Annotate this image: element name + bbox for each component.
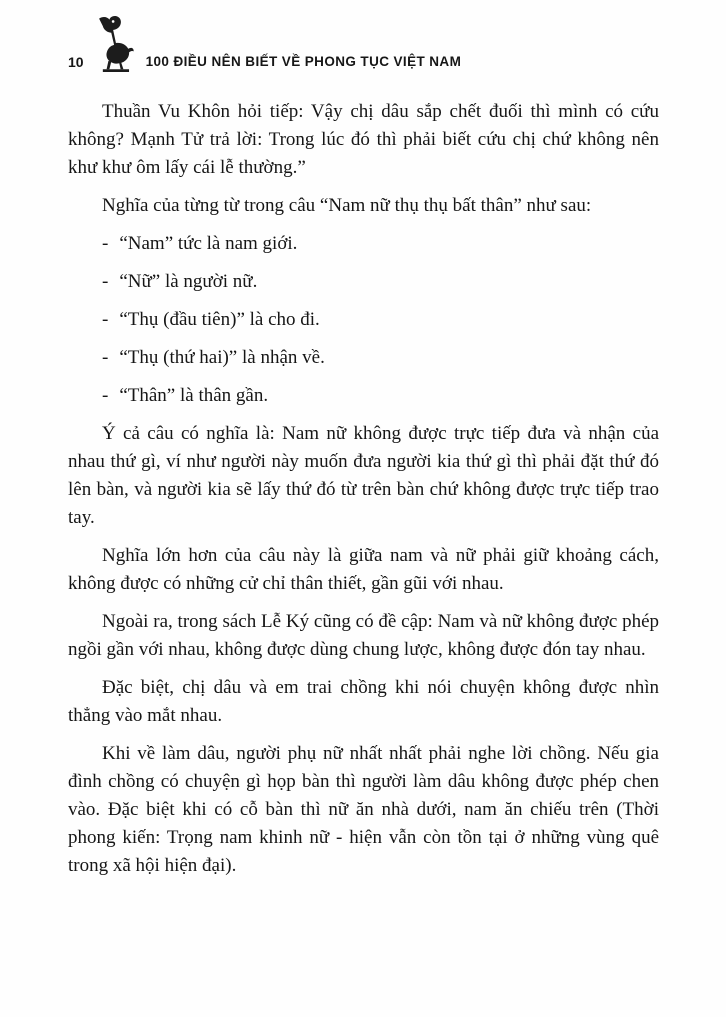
list-item — [102, 268, 659, 296]
dash-bullet: - — [102, 309, 109, 330]
dash-bullet: - — [102, 385, 109, 406]
list-item — [102, 230, 659, 258]
definition-list — [68, 230, 659, 410]
paragraph: Ý cả câu có nghĩa là: Nam nữ không được trực tiếp đưa và nhận của nhau thứ gì, ví như người này muốn đưa người kia thứ gì thì phải đặt thứ đó lên bàn, và người kia sẽ lấy thứ đó từ trên bàn chứ không được trực tiếp trao tay. — [68, 423, 659, 528]
page-number: 10 — [68, 54, 84, 70]
list-item-text: “Nam” tức là nam giới. — [119, 233, 298, 254]
paragraph: Đặc biệt, chị dâu và em trai chồng khi nói chuyện không được nhìn thẳng vào mắt nhau. — [68, 677, 659, 726]
list-item-text: “Thụ (thứ hai)” là nhận về. — [119, 347, 325, 368]
book-title: 100 ĐIỀU NÊN BIẾT VỀ PHONG TỤC VIỆT NAM — [145, 54, 462, 69]
list-item-text: “Thụ (đầu tiên)” là cho đi. — [119, 309, 320, 330]
paragraph: Ngoài ra, trong sách Lễ Ký cũng có đề cập: Nam và nữ không được phép ngồi gần với nhau, không được dùng chung lược, không được đón tay nhau. — [68, 611, 659, 660]
crane-woodcut-icon — [96, 14, 134, 72]
list-item-text: “Nữ” là người nữ. — [119, 271, 258, 292]
list-item — [102, 344, 659, 372]
paragraph: Nghĩa lớn hơn của câu này là giữa nam và nữ phải giữ khoảng cách, không được có những cử chỉ thân thiết, gần gũi với nhau. — [68, 545, 659, 594]
list-item-text: “Thân” là thân gần. — [119, 385, 269, 406]
page-body — [68, 98, 659, 880]
paragraph: Khi về làm dâu, người phụ nữ nhất nhất phải nghe lời chồng. Nếu gia đình chồng có chuyện gì họp bàn thì người làm dâu không được phép chen vào. Đặc biệt khi có cỗ bàn thì nữ ăn nhà dưới, nam ăn chiếu trên (Thời phong kiến: Trọng nam khinh nữ - hiện vẫn còn tồn tại ở những vùng quê trong xã hội hiện đại). — [68, 743, 659, 876]
page-header — [68, 14, 659, 72]
list-item — [102, 306, 659, 334]
dash-bullet: - — [102, 271, 109, 292]
paragraph: Thuần Vu Khôn hỏi tiếp: Vậy chị dâu sắp chết đuối thì mình có cứu không? Mạnh Tử trả lời: Trong lúc đó thì phải biết cứu chị chứ không nên khư khư ôm lấy cái lễ thường.” — [68, 101, 659, 178]
list-item — [102, 382, 659, 410]
paragraph: Nghĩa của từng từ trong câu “Nam nữ thụ thụ bất thân” như sau: — [102, 195, 592, 216]
dash-bullet: - — [102, 233, 109, 254]
dash-bullet: - — [102, 347, 109, 368]
